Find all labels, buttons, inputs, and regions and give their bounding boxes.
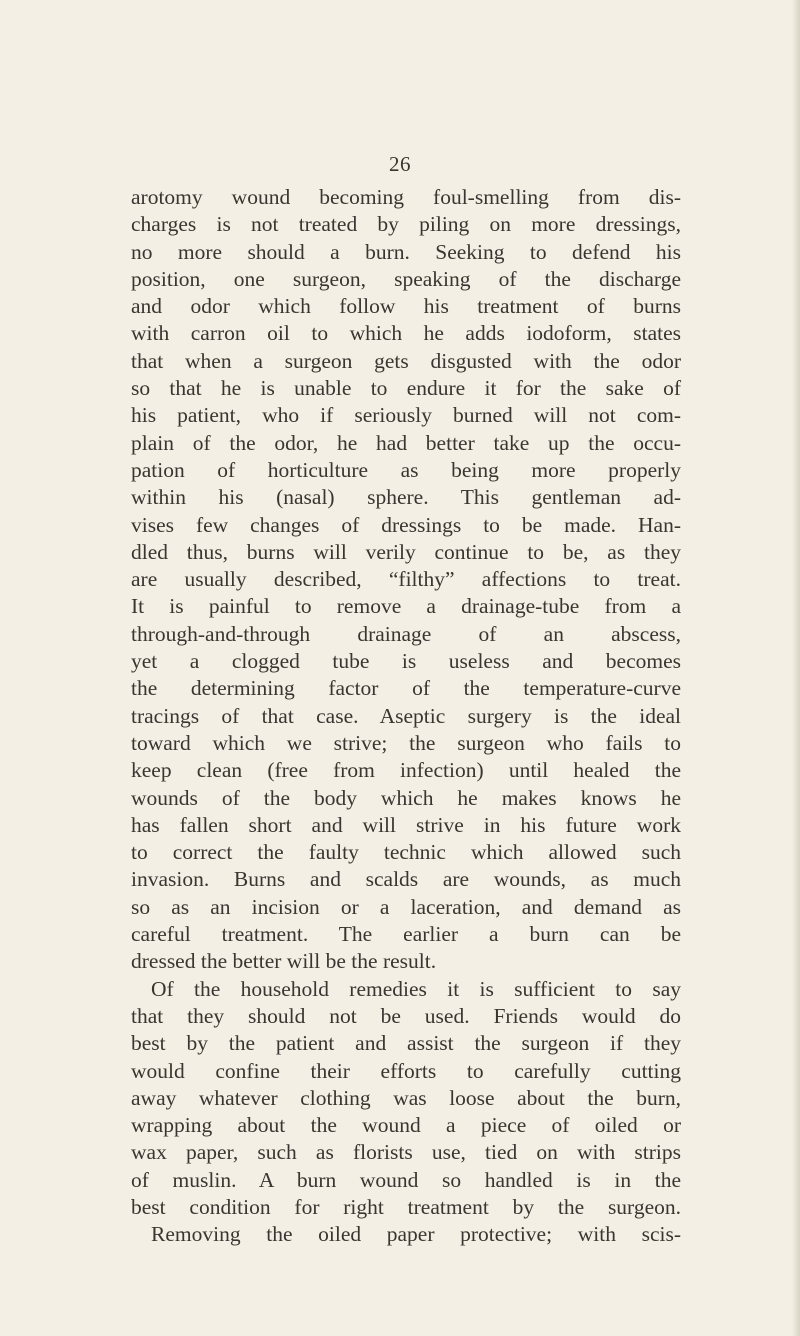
text-line: has fallen short and will strive in his future work: [131, 812, 681, 837]
text-line: and odor which follow his treatment of burns: [131, 294, 681, 319]
text-line: yet a clogged tube is useless and becomes: [131, 649, 681, 674]
text-line: that they should not be used. Friends would do: [131, 1003, 681, 1028]
text-line: plain of the odor, he had better take up the occu-: [131, 430, 681, 455]
text-line: with carron oil to which he adds iodoform, states: [131, 321, 681, 346]
body-text: [131, 184, 681, 1249]
text-line: tracings of that case. Aseptic surgery is the ideal: [131, 703, 681, 728]
text-line: so as an incision or a laceration, and demand as: [131, 894, 681, 919]
text-line: of muslin. A burn wound so handled is in the: [131, 1167, 681, 1192]
text-line: dled thus, burns will verily continue to be, as they: [131, 539, 681, 564]
text-line: within his (nasal) sphere. This gentleman ad-: [131, 485, 681, 510]
page-number: 26: [389, 152, 411, 176]
text-line: pation of horticulture as being more properly: [131, 457, 681, 482]
text-line: best condition for right treatment by the surgeon.: [131, 1194, 681, 1219]
text-line: charges is not treated by piling on more dressings,: [131, 212, 681, 237]
text-line: wounds of the body which he makes knows he: [131, 785, 681, 810]
text-line: keep clean (free from infection) until healed the: [131, 758, 681, 783]
text-line: that when a surgeon gets disgusted with the odor: [131, 348, 681, 373]
text-line: would confine their efforts to carefully cutting: [131, 1058, 681, 1083]
text-line: wrapping about the wound a piece of oiled or: [131, 1113, 681, 1138]
text-line: It is painful to remove a drainage-tube from a: [131, 594, 681, 619]
text-line: Of the household remedies it is sufficient to say: [151, 976, 681, 1001]
text-line: the determining factor of the temperature-curve: [131, 676, 681, 701]
text-line: away whatever clothing was loose about the burn,: [131, 1085, 681, 1110]
text-line: no more should a burn. Seeking to defend his: [131, 239, 681, 264]
text-line: best by the patient and assist the surgeon if they: [131, 1031, 681, 1056]
text-line: so that he is unable to endure it for the sake of: [131, 376, 681, 401]
text-line: wax paper, such as florists use, tied on with strips: [131, 1140, 681, 1165]
text-line: vises few changes of dressings to be made. Han-: [131, 512, 681, 537]
text-line: invasion. Burns and scalds are wounds, as much: [131, 867, 681, 892]
text-line: Removing the oiled paper protective; with scis-: [151, 1222, 681, 1247]
text-line: his patient, who if seriously burned will not com-: [131, 403, 681, 428]
text-line: to correct the faulty technic which allowed such: [131, 840, 681, 865]
text-line: through-and-through drainage of an abscess,: [131, 621, 681, 646]
text-line: position, one surgeon, speaking of the discharge: [131, 266, 681, 291]
page-edge-shadow: [792, 0, 800, 1336]
text-line: dressed the better will be the result.: [131, 949, 437, 974]
text-line: careful treatment. The earlier a burn can be: [131, 922, 681, 947]
text-line: arotomy wound becoming foul-smelling from dis-: [131, 185, 681, 209]
text-line: are usually described, “filthy” affections to treat.: [131, 567, 681, 592]
text-line: toward which we strive; the surgeon who fails to: [131, 730, 681, 755]
